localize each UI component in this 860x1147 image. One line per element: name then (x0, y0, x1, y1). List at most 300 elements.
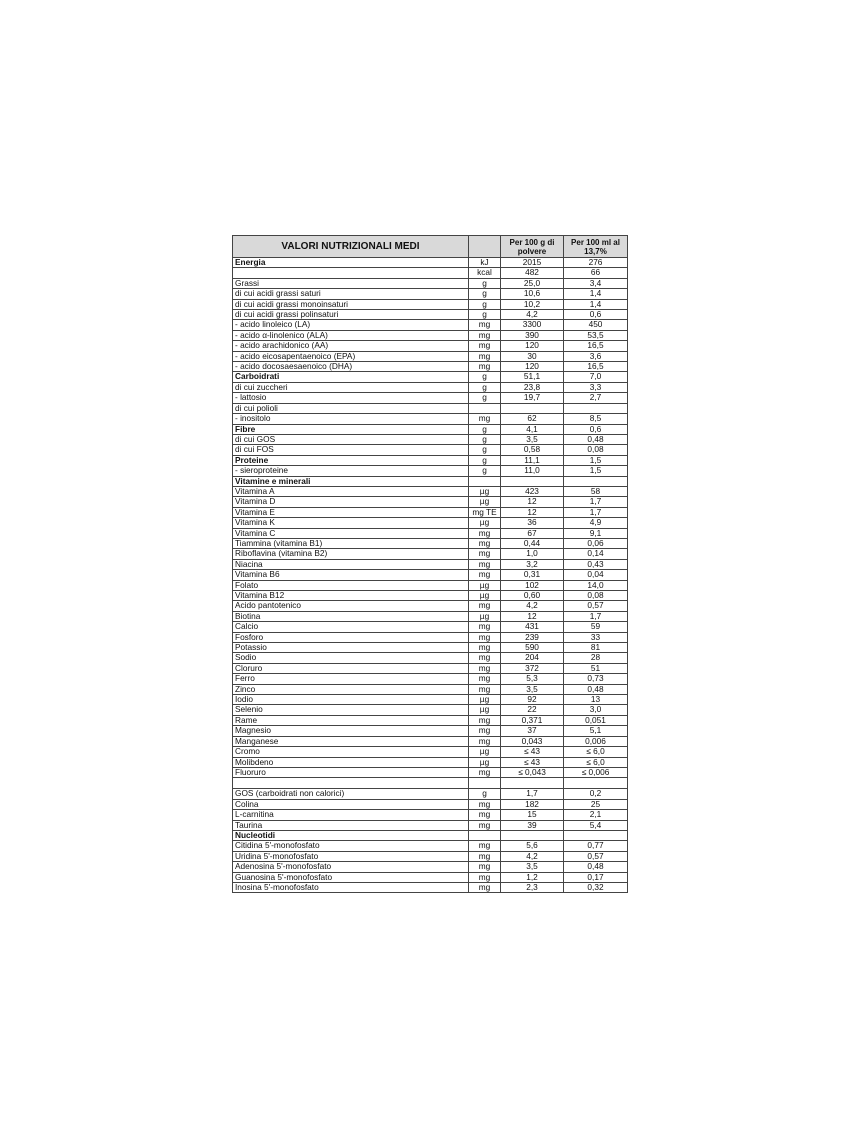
row-label: Proteine (233, 455, 469, 465)
row-value-per-100ml: 0,04 (564, 570, 628, 580)
table-row (233, 799, 628, 809)
row-unit (469, 778, 501, 789)
table-row (233, 393, 628, 403)
row-value-per-100g: ≤ 43 (501, 757, 564, 767)
row-label: Vitamina A (233, 486, 469, 496)
row-value-per-100g (501, 778, 564, 789)
table-row (233, 789, 628, 799)
row-value-per-100ml: 1,4 (564, 299, 628, 309)
table-row (233, 372, 628, 382)
row-unit: mg TE (469, 507, 501, 517)
row-value-per-100g: 0,60 (501, 591, 564, 601)
row-label: - acido α-linolenico (ALA) (233, 330, 469, 340)
table-row (233, 580, 628, 590)
table-row (233, 757, 628, 767)
row-unit: mg (469, 882, 501, 892)
table-row (233, 726, 628, 736)
row-value-per-100ml (564, 403, 628, 413)
row-value-per-100ml: 0,77 (564, 841, 628, 851)
row-unit: mg (469, 715, 501, 725)
row-label: Fluoruro (233, 767, 469, 777)
row-value-per-100ml: 276 (564, 258, 628, 268)
row-unit: g (469, 789, 501, 799)
row-value-per-100g: 3300 (501, 320, 564, 330)
row-label: GOS (carboidrati non calorici) (233, 789, 469, 799)
row-label: Vitamina E (233, 507, 469, 517)
row-unit: g (469, 289, 501, 299)
row-value-per-100ml: 1,4 (564, 289, 628, 299)
table-row (233, 445, 628, 455)
row-value-per-100ml: 0,6 (564, 424, 628, 434)
row-unit: mg (469, 862, 501, 872)
row-label: Cromo (233, 747, 469, 757)
row-unit: mg (469, 767, 501, 777)
row-unit (469, 830, 501, 840)
row-value-per-100g: 2015 (501, 258, 564, 268)
row-label: Selenio (233, 705, 469, 715)
row-label: - acido arachidonico (AA) (233, 341, 469, 351)
row-value-per-100ml: 3,6 (564, 351, 628, 361)
row-label: Magnesio (233, 726, 469, 736)
table-row (233, 559, 628, 569)
table-row (233, 820, 628, 830)
table-row (233, 538, 628, 548)
row-value-per-100ml: 0,08 (564, 445, 628, 455)
row-label: di cui acidi grassi polinsaturi (233, 310, 469, 320)
row-value-per-100ml: 1,7 (564, 507, 628, 517)
row-value-per-100ml: 0,32 (564, 882, 628, 892)
table-row (233, 466, 628, 476)
row-value-per-100g: 30 (501, 351, 564, 361)
row-label: Fibre (233, 424, 469, 434)
row-value-per-100ml: 9,1 (564, 528, 628, 538)
row-value-per-100ml: 66 (564, 268, 628, 278)
table-title: VALORI NUTRIZIONALI MEDI (233, 236, 469, 258)
per-100ml-column-header: Per 100 ml al 13,7% (564, 236, 628, 258)
row-value-per-100g: 12 (501, 507, 564, 517)
table-row (233, 351, 628, 361)
row-value-per-100ml: 0,06 (564, 538, 628, 548)
row-value-per-100ml: 51 (564, 663, 628, 673)
row-unit: mg (469, 622, 501, 632)
table-row (233, 299, 628, 309)
table-row (233, 518, 628, 528)
table-row (233, 862, 628, 872)
row-unit: mg (469, 674, 501, 684)
row-unit: mg (469, 841, 501, 851)
row-value-per-100g: 23,8 (501, 382, 564, 392)
row-label: Citidina 5'-monofosfato (233, 841, 469, 851)
row-unit: mg (469, 538, 501, 548)
row-unit: kcal (469, 268, 501, 278)
row-value-per-100g: 102 (501, 580, 564, 590)
row-label: Vitamina K (233, 518, 469, 528)
row-value-per-100g: 51,1 (501, 372, 564, 382)
row-value-per-100g: 12 (501, 611, 564, 621)
row-value-per-100ml: 3,3 (564, 382, 628, 392)
row-label: Tiammina (vitamina B1) (233, 538, 469, 548)
row-value-per-100g: ≤ 43 (501, 747, 564, 757)
row-value-per-100g: 12 (501, 497, 564, 507)
row-unit: g (469, 445, 501, 455)
row-value-per-100g: 120 (501, 362, 564, 372)
row-value-per-100g (501, 403, 564, 413)
table-row (233, 434, 628, 444)
table-row (233, 841, 628, 851)
row-value-per-100ml (564, 830, 628, 840)
row-unit: g (469, 393, 501, 403)
row-label: Iodio (233, 695, 469, 705)
row-value-per-100ml: 0,6 (564, 310, 628, 320)
row-value-per-100g: 204 (501, 653, 564, 663)
nutrition-facts-sheet (232, 235, 627, 893)
row-unit: mg (469, 872, 501, 882)
row-value-per-100ml: 0,57 (564, 851, 628, 861)
row-label: - acido eicosapentaenoico (EPA) (233, 351, 469, 361)
row-unit: mg (469, 601, 501, 611)
row-value-per-100ml: 0,48 (564, 434, 628, 444)
row-unit: µg (469, 486, 501, 496)
row-label: - lattosio (233, 393, 469, 403)
row-label: Fosforo (233, 632, 469, 642)
row-label: Adenosina 5'-monofosfato (233, 862, 469, 872)
row-label: di cui acidi grassi saturi (233, 289, 469, 299)
row-unit: mg (469, 528, 501, 538)
row-value-per-100g: 1,2 (501, 872, 564, 882)
row-value-per-100ml: 450 (564, 320, 628, 330)
row-value-per-100ml: 5,1 (564, 726, 628, 736)
row-unit: mg (469, 653, 501, 663)
row-unit: mg (469, 414, 501, 424)
table-row (233, 767, 628, 777)
unit-column-header (469, 236, 501, 258)
row-unit (469, 476, 501, 486)
table-row (233, 674, 628, 684)
row-value-per-100g (501, 830, 564, 840)
row-value-per-100g: 15 (501, 810, 564, 820)
row-label: Uridina 5'-monofosfato (233, 851, 469, 861)
row-value-per-100g: 3,5 (501, 684, 564, 694)
row-unit: mg (469, 570, 501, 580)
table-row (233, 424, 628, 434)
row-value-per-100ml: ≤ 6,0 (564, 757, 628, 767)
row-label: Colina (233, 799, 469, 809)
row-value-per-100g: 92 (501, 695, 564, 705)
row-unit: mg (469, 663, 501, 673)
row-value-per-100ml: 1,7 (564, 611, 628, 621)
row-value-per-100ml: 16,5 (564, 341, 628, 351)
row-value-per-100ml (564, 778, 628, 789)
row-unit: g (469, 434, 501, 444)
row-value-per-100ml (564, 476, 628, 486)
table-row (233, 330, 628, 340)
row-unit: mg (469, 559, 501, 569)
row-value-per-100ml: 8,5 (564, 414, 628, 424)
row-label: Calcio (233, 622, 469, 632)
row-label: Vitamina B6 (233, 570, 469, 580)
row-value-per-100g: 25,0 (501, 278, 564, 288)
table-row (233, 507, 628, 517)
row-value-per-100g: 11,0 (501, 466, 564, 476)
table-row (233, 736, 628, 746)
row-label: L-carnitina (233, 810, 469, 820)
row-label: Molibdeno (233, 757, 469, 767)
row-value-per-100ml: 3,0 (564, 705, 628, 715)
row-value-per-100g: 37 (501, 726, 564, 736)
row-unit: mg (469, 820, 501, 830)
row-label: Vitamine e minerali (233, 476, 469, 486)
row-value-per-100g: 0,043 (501, 736, 564, 746)
row-value-per-100g: 482 (501, 268, 564, 278)
table-row (233, 632, 628, 642)
table-row (233, 663, 628, 673)
row-value-per-100g: ≤ 0,043 (501, 767, 564, 777)
table-row (233, 591, 628, 601)
row-value-per-100ml: 2,1 (564, 810, 628, 820)
row-value-per-100g: 2,3 (501, 882, 564, 892)
row-label: - acido linoleico (LA) (233, 320, 469, 330)
row-unit: µg (469, 591, 501, 601)
row-label: Grassi (233, 278, 469, 288)
row-label: - sieroproteine (233, 466, 469, 476)
table-row (233, 476, 628, 486)
table-header-row (233, 236, 628, 258)
row-value-per-100ml: 1,7 (564, 497, 628, 507)
row-value-per-100ml: 0,08 (564, 591, 628, 601)
row-value-per-100g: 19,7 (501, 393, 564, 403)
table-row (233, 268, 628, 278)
row-unit: µg (469, 705, 501, 715)
table-row (233, 455, 628, 465)
row-value-per-100g: 62 (501, 414, 564, 424)
row-value-per-100ml: 13 (564, 695, 628, 705)
table-row (233, 486, 628, 496)
row-value-per-100g: 3,2 (501, 559, 564, 569)
row-unit: kJ (469, 258, 501, 268)
table-row (233, 341, 628, 351)
row-label: Riboflavina (vitamina B2) (233, 549, 469, 559)
row-label: - inositolo (233, 414, 469, 424)
row-value-per-100g: 4,2 (501, 851, 564, 861)
row-value-per-100ml: 14,0 (564, 580, 628, 590)
row-value-per-100ml: 0,14 (564, 549, 628, 559)
row-unit: mg (469, 851, 501, 861)
row-label: Carboidrati (233, 372, 469, 382)
table-row (233, 611, 628, 621)
row-value-per-100ml: 0,43 (564, 559, 628, 569)
row-value-per-100g: 5,6 (501, 841, 564, 851)
row-value-per-100ml: 0,48 (564, 862, 628, 872)
row-unit: mg (469, 330, 501, 340)
row-unit: mg (469, 810, 501, 820)
row-label: Cloruro (233, 663, 469, 673)
row-value-per-100g: 10,2 (501, 299, 564, 309)
row-value-per-100ml: 7,0 (564, 372, 628, 382)
row-unit: µg (469, 695, 501, 705)
row-label: Biotina (233, 611, 469, 621)
row-value-per-100g: 4,2 (501, 310, 564, 320)
row-value-per-100ml: 0,17 (564, 872, 628, 882)
row-unit: µg (469, 747, 501, 757)
row-label: Nucleotidi (233, 830, 469, 840)
row-value-per-100g: 431 (501, 622, 564, 632)
row-label: Vitamina D (233, 497, 469, 507)
row-unit: µg (469, 757, 501, 767)
table-row (233, 622, 628, 632)
row-value-per-100ml: 1,5 (564, 455, 628, 465)
row-label: di cui polioli (233, 403, 469, 413)
row-unit: mg (469, 362, 501, 372)
row-value-per-100g: 3,5 (501, 434, 564, 444)
table-row (233, 830, 628, 840)
row-value-per-100g: 590 (501, 643, 564, 653)
row-unit: mg (469, 549, 501, 559)
row-unit: g (469, 372, 501, 382)
table-row (233, 310, 628, 320)
row-unit: g (469, 424, 501, 434)
table-body (233, 258, 628, 893)
row-label: di cui zuccheri (233, 382, 469, 392)
row-value-per-100g: 1,0 (501, 549, 564, 559)
row-value-per-100g: 5,3 (501, 674, 564, 684)
row-value-per-100ml: 16,5 (564, 362, 628, 372)
table-row (233, 258, 628, 268)
row-unit: mg (469, 341, 501, 351)
table-row (233, 653, 628, 663)
row-label: di cui GOS (233, 434, 469, 444)
row-value-per-100ml: 0,73 (564, 674, 628, 684)
row-value-per-100g: 22 (501, 705, 564, 715)
table-row (233, 872, 628, 882)
table-row (233, 643, 628, 653)
row-value-per-100ml: 5,4 (564, 820, 628, 830)
row-label: Potassio (233, 643, 469, 653)
row-label: Folato (233, 580, 469, 590)
table-row (233, 414, 628, 424)
row-value-per-100g: 67 (501, 528, 564, 538)
row-value-per-100ml: 1,5 (564, 466, 628, 476)
row-value-per-100ml: 2,7 (564, 393, 628, 403)
row-unit: mg (469, 736, 501, 746)
row-value-per-100ml: 0,051 (564, 715, 628, 725)
row-label: Acido pantotenico (233, 601, 469, 611)
table-row (233, 278, 628, 288)
row-label: Vitamina B12 (233, 591, 469, 601)
row-unit: mg (469, 351, 501, 361)
row-label: Zinco (233, 684, 469, 694)
table-row (233, 549, 628, 559)
row-label: Guanosina 5'-monofosfato (233, 872, 469, 882)
nutrition-table (232, 235, 628, 893)
row-value-per-100ml: 81 (564, 643, 628, 653)
row-value-per-100ml: 3,4 (564, 278, 628, 288)
row-value-per-100g: 0,44 (501, 538, 564, 548)
per-100g-column-header: Per 100 g di polvere (501, 236, 564, 258)
table-row (233, 362, 628, 372)
row-value-per-100ml: 0,57 (564, 601, 628, 611)
row-value-per-100ml: ≤ 0,006 (564, 767, 628, 777)
row-value-per-100g: 0,371 (501, 715, 564, 725)
table-row (233, 810, 628, 820)
table-row (233, 601, 628, 611)
table-row (233, 382, 628, 392)
row-label (233, 268, 469, 278)
row-label: Taurina (233, 820, 469, 830)
table-row (233, 705, 628, 715)
row-value-per-100ml: 0,48 (564, 684, 628, 694)
table-row (233, 684, 628, 694)
row-unit: µg (469, 580, 501, 590)
row-label: Ferro (233, 674, 469, 684)
row-unit: mg (469, 643, 501, 653)
row-value-per-100ml: 33 (564, 632, 628, 642)
table-row (233, 695, 628, 705)
table-row (233, 403, 628, 413)
table-row (233, 497, 628, 507)
row-label: Sodio (233, 653, 469, 663)
row-value-per-100g: 390 (501, 330, 564, 340)
row-unit: mg (469, 632, 501, 642)
row-unit: g (469, 310, 501, 320)
row-value-per-100g: 1,7 (501, 789, 564, 799)
row-unit: mg (469, 726, 501, 736)
row-unit: mg (469, 799, 501, 809)
row-label: Energia (233, 258, 469, 268)
table-row (233, 747, 628, 757)
row-label: Niacina (233, 559, 469, 569)
row-unit: µg (469, 611, 501, 621)
row-value-per-100ml: 53,5 (564, 330, 628, 340)
row-value-per-100ml: ≤ 6,0 (564, 747, 628, 757)
table-row (233, 528, 628, 538)
table-row (233, 882, 628, 892)
row-label (233, 778, 469, 789)
table-row (233, 320, 628, 330)
row-unit: g (469, 466, 501, 476)
row-value-per-100g: 39 (501, 820, 564, 830)
table-row (233, 778, 628, 789)
row-value-per-100g: 36 (501, 518, 564, 528)
row-value-per-100g: 423 (501, 486, 564, 496)
row-value-per-100g: 10,6 (501, 289, 564, 299)
row-value-per-100g: 239 (501, 632, 564, 642)
row-value-per-100ml: 0,2 (564, 789, 628, 799)
row-value-per-100ml: 28 (564, 653, 628, 663)
row-unit: µg (469, 518, 501, 528)
row-value-per-100g: 4,1 (501, 424, 564, 434)
row-label: - acido docosaesaenoico (DHA) (233, 362, 469, 372)
row-value-per-100g: 120 (501, 341, 564, 351)
row-value-per-100g: 182 (501, 799, 564, 809)
row-value-per-100g: 11,1 (501, 455, 564, 465)
row-label: Vitamina C (233, 528, 469, 538)
table-row (233, 851, 628, 861)
row-value-per-100g: 372 (501, 663, 564, 673)
row-unit: g (469, 299, 501, 309)
row-value-per-100g: 0,31 (501, 570, 564, 580)
row-unit: g (469, 278, 501, 288)
row-value-per-100ml: 4,9 (564, 518, 628, 528)
table-row (233, 570, 628, 580)
row-unit: g (469, 382, 501, 392)
row-value-per-100g: 3,5 (501, 862, 564, 872)
row-value-per-100g (501, 476, 564, 486)
row-label: di cui FOS (233, 445, 469, 455)
row-value-per-100ml: 25 (564, 799, 628, 809)
table-row (233, 715, 628, 725)
row-value-per-100g: 0,58 (501, 445, 564, 455)
row-label: di cui acidi grassi monoinsaturi (233, 299, 469, 309)
